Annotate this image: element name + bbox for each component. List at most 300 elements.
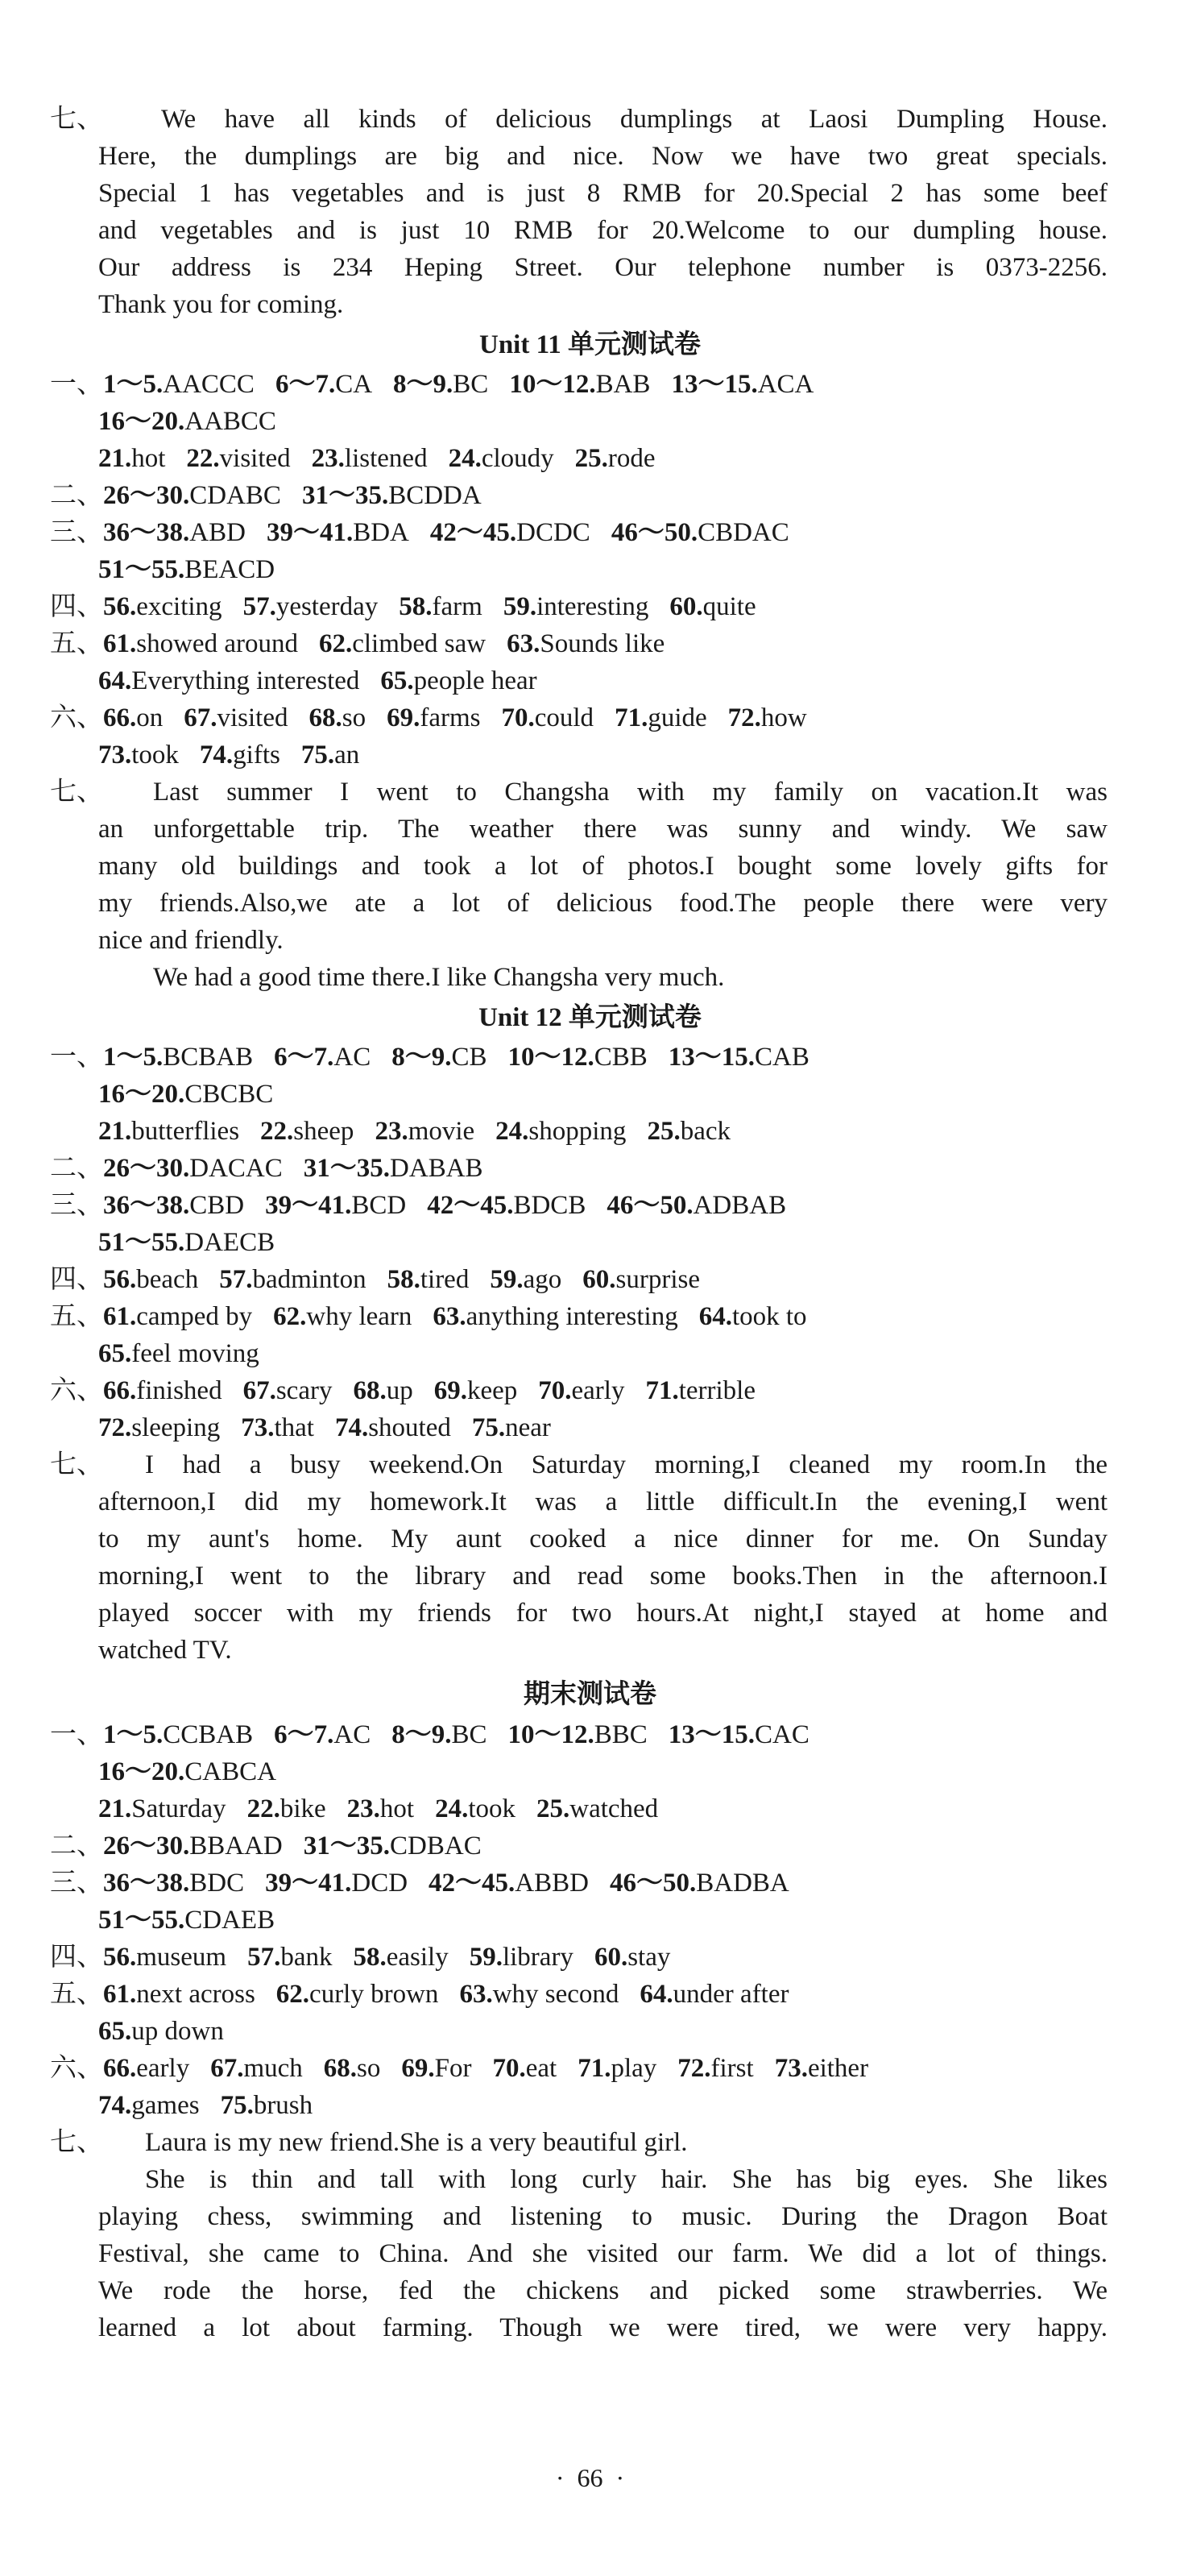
essay-line: morning,I went to the library and read some books.Then in the afternoon.I	[98, 1562, 1108, 1591]
answer: finished	[136, 1376, 222, 1405]
question-number: 58.	[387, 1265, 420, 1294]
section-mark: 五、	[50, 1980, 103, 2009]
unit11-row-5b	[98, 665, 537, 697]
section-mark: 二、	[50, 1154, 103, 1183]
answer: CAB	[755, 1043, 809, 1072]
essay-line: played soccer with my friends for two hours.At night,I stayed at home and	[98, 1599, 1108, 1628]
answer: stay	[627, 1943, 671, 1972]
answer: interesting	[536, 592, 649, 621]
question-number: 16～20.	[98, 1080, 185, 1109]
question-number: 68.	[353, 1376, 387, 1405]
question-number: 6～7.	[274, 1720, 334, 1749]
final-row-6	[50, 2052, 868, 2084]
final-row-3	[50, 1867, 789, 1899]
answer: took	[131, 740, 179, 769]
answer: badminton	[252, 1265, 366, 1294]
bullet-dot: ·	[555, 2463, 578, 2492]
question-number: 69.	[401, 2054, 435, 2083]
answer: BBAAD	[189, 1831, 283, 1860]
section-mark: 五、	[50, 629, 103, 658]
answer: took to	[731, 1302, 807, 1331]
answer: DABAB	[390, 1154, 483, 1183]
answer: CDABC	[189, 481, 281, 510]
essay-line: playing chess, swimming and listening to music. During the Dragon Boat	[98, 2202, 1108, 2231]
answer: BC	[453, 370, 489, 399]
question-number: 74.	[334, 1413, 369, 1442]
question-number: 68.	[323, 2054, 358, 2083]
unit11-row-1c	[98, 442, 656, 475]
question-number: 67.	[242, 1376, 276, 1405]
question-number: 42～45.	[429, 518, 517, 547]
answer: CCBAB	[163, 1720, 254, 1749]
unit12-row-6b	[98, 1412, 551, 1444]
question-number: 61.	[103, 1302, 137, 1331]
question-number: 75.	[300, 740, 335, 769]
answer: Everything interested	[131, 666, 360, 695]
section-mark: 六、	[50, 2054, 103, 2083]
unit12-row-1	[50, 1041, 809, 1073]
question-number: 75.	[220, 2091, 254, 2120]
question-number: 36～38.	[103, 1191, 190, 1220]
essay-line: nice and friendly.	[98, 926, 284, 955]
question-number: 70.	[538, 1376, 572, 1405]
answer: that	[274, 1413, 314, 1442]
answer: hot	[379, 1794, 415, 1823]
answer: tired	[420, 1265, 470, 1294]
answer: BADBA	[696, 1869, 789, 1898]
question-number: 46～50.	[611, 518, 698, 547]
essay-line: learned a lot about farming. Though we were tired, we were very happy.	[98, 2313, 1108, 2342]
question-number: 22.	[246, 1794, 280, 1823]
unit12-row-3b	[98, 1226, 275, 1259]
question-number: 24.	[495, 1117, 529, 1146]
question-number: 72.	[727, 703, 761, 732]
answer: up down	[131, 2017, 224, 2046]
answer: DACAC	[189, 1154, 283, 1183]
answer: quite	[702, 592, 756, 621]
question-number: 71.	[578, 2054, 611, 2083]
final-row-2	[50, 1830, 482, 1862]
question-number: 59.	[490, 1265, 524, 1294]
question-number: 39～41.	[265, 1191, 352, 1220]
question-number: 57.	[247, 1943, 281, 1972]
question-number: 60.	[594, 1943, 628, 1972]
question-number: 8～9.	[391, 1720, 452, 1749]
essay-line: afternoon,I did my homework.It was a little difficult.In the evening,I went	[98, 1487, 1108, 1516]
question-number: 64.	[698, 1302, 732, 1331]
answer: up	[386, 1376, 413, 1405]
unit11-row-1	[50, 368, 814, 400]
question-number: 42～45.	[429, 1869, 515, 1898]
answer: museum	[136, 1943, 227, 1972]
question-number: 25.	[574, 444, 608, 473]
answer: BCBAB	[163, 1043, 254, 1072]
section-mark: 三、	[50, 518, 103, 547]
question-number: 6～7.	[274, 1043, 334, 1072]
question-number: 39～41.	[266, 518, 354, 547]
section-mark: 四、	[50, 1943, 103, 1972]
section-seven-mark: 七、	[50, 2128, 103, 2157]
unit12-row-6	[50, 1375, 756, 1407]
answer: back	[680, 1117, 731, 1146]
answer: an	[334, 740, 360, 769]
question-number: 73.	[774, 2054, 808, 2083]
answer: brush	[253, 2091, 313, 2120]
bullet-dot: ·	[602, 2463, 625, 2492]
essay-line: I had a busy weekend.On Saturday morning,I cleaned my room.In the	[145, 1450, 1108, 1479]
question-number: 22.	[260, 1117, 294, 1146]
answer: library	[502, 1943, 573, 1972]
question-number: 66.	[103, 703, 137, 732]
essay-line: Laura is my new friend.She is a very beautiful girl.	[145, 2128, 688, 2157]
page-number-value: 66	[577, 2463, 603, 2492]
answer: AACCC	[163, 370, 255, 399]
question-number: 62.	[318, 629, 353, 658]
answer: AC	[333, 1043, 371, 1072]
question-number: 25.	[536, 1794, 570, 1823]
final-row-5	[50, 1978, 789, 2010]
answer: surprise	[615, 1265, 700, 1294]
question-number: 69.	[387, 703, 420, 732]
answer: bank	[280, 1943, 333, 1972]
answer: watched	[569, 1794, 659, 1823]
essay-line: my friends.Also,we ate a lot of delicious food.The people there were very	[98, 889, 1108, 918]
answer: gifts	[233, 740, 280, 769]
question-number: 36～38.	[103, 518, 190, 547]
question-number: 16～20.	[98, 407, 185, 436]
answer: why learn	[306, 1302, 412, 1331]
essay-line: to my aunt's home. My aunt cooked a nice dinner for me. On Sunday	[98, 1524, 1108, 1553]
answer: BCDDA	[388, 481, 482, 510]
question-number: 25.	[647, 1117, 681, 1146]
answer: guide	[648, 703, 707, 732]
question-number: 64.	[98, 666, 132, 695]
final-row-3b	[98, 1904, 275, 1936]
answer: exciting	[136, 592, 222, 621]
question-number: 62.	[275, 1980, 310, 2009]
question-number: 21.	[98, 1794, 132, 1823]
answer: BDCB	[513, 1191, 586, 1220]
unit12-row-1c	[98, 1115, 731, 1147]
question-number: 57.	[242, 592, 276, 621]
section-mark: 五、	[50, 1302, 103, 1331]
question-number: 69.	[433, 1376, 467, 1405]
answer: AABCC	[184, 407, 276, 436]
question-number: 10～12.	[507, 1043, 594, 1072]
section-mark: 四、	[50, 592, 103, 621]
question-number: 13～15.	[671, 370, 758, 399]
final-row-4	[50, 1941, 670, 1973]
answer: DAECB	[184, 1228, 275, 1257]
answer: BC	[451, 1720, 487, 1749]
question-number: 58.	[353, 1943, 387, 1972]
question-number: 16～20.	[98, 1757, 185, 1786]
section-mark: 三、	[50, 1869, 103, 1898]
section-mark: 四、	[50, 1265, 103, 1294]
question-number: 46～50.	[607, 1191, 694, 1220]
answer: easily	[386, 1943, 449, 1972]
answer: CBB	[594, 1043, 648, 1072]
question-number: 13～15.	[668, 1720, 756, 1749]
answer: visited	[219, 444, 291, 473]
unit11-title: Unit 11 单元测试卷	[478, 330, 702, 359]
unit11-row-3b	[98, 554, 275, 586]
question-number: 31～35.	[303, 1154, 391, 1183]
answer: yesterday	[275, 592, 379, 621]
answer: cloudy	[481, 444, 554, 473]
answer: BDA	[353, 518, 409, 547]
question-number: 65.	[380, 666, 414, 695]
question-number: 66.	[103, 2054, 137, 2083]
question-number: 42～45.	[427, 1191, 514, 1220]
answer: next across	[136, 1980, 255, 2009]
final-row-5b	[98, 2015, 224, 2047]
answer: CB	[451, 1043, 487, 1072]
question-number: 1～5.	[103, 370, 164, 399]
answer: CDBAC	[390, 1831, 482, 1860]
question-number: 10～12.	[509, 370, 596, 399]
question-number: 23.	[375, 1117, 408, 1146]
unit12-row-5	[50, 1300, 807, 1333]
essay-line: We had a good time there.I like Changsha very much.	[153, 963, 725, 992]
answer: visited	[217, 703, 288, 732]
essay-line: She is thin and tall with long curly hair. She has big eyes. She likes	[145, 2165, 1108, 2194]
answer: could	[534, 703, 594, 732]
answer: anything interesting	[466, 1302, 678, 1331]
question-number: 26～30.	[103, 1154, 190, 1183]
answer: on	[136, 703, 164, 732]
answer: first	[710, 2054, 754, 2083]
question-number: 70.	[492, 2054, 526, 2083]
answer: BDC	[189, 1869, 245, 1898]
question-number: 64.	[640, 1980, 673, 2009]
answer: ABD	[189, 518, 246, 547]
question-number: 57.	[219, 1265, 253, 1294]
question-number: 51～55.	[98, 1228, 185, 1257]
answer: BEACD	[184, 555, 275, 584]
answer: bike	[279, 1794, 326, 1823]
section-mark: 六、	[50, 703, 103, 732]
section-seven-mark: 七、	[50, 105, 103, 134]
question-number: 51～55.	[98, 555, 185, 584]
question-number: 31～35.	[301, 481, 389, 510]
question-number: 61.	[103, 629, 137, 658]
question-number: 60.	[582, 1265, 616, 1294]
section-mark: 二、	[50, 1831, 103, 1860]
unit11-row-1b	[98, 405, 276, 438]
answer: sleeping	[131, 1413, 221, 1442]
answer: CAC	[755, 1720, 809, 1749]
answer: CA	[335, 370, 373, 399]
question-number: 67.	[184, 703, 217, 732]
answer: ADBAB	[693, 1191, 787, 1220]
question-number: 73.	[98, 740, 132, 769]
essay-line: We rode the horse, fed the chickens and picked some strawberries. We	[98, 2276, 1108, 2305]
answer: hot	[131, 444, 166, 473]
answer: shouted	[368, 1413, 451, 1442]
answer: showed around	[136, 629, 298, 658]
question-number: 8～9.	[391, 1043, 452, 1072]
answer: beach	[136, 1265, 199, 1294]
answer: feel moving	[131, 1339, 259, 1368]
question-number: 63.	[459, 1980, 493, 2009]
question-number: 22.	[186, 444, 220, 473]
question-number: 71.	[615, 703, 648, 732]
unit11-row-6	[50, 702, 807, 734]
unit12-title: Unit 12 单元测试卷	[478, 1003, 702, 1032]
final-test-title: 期末测试卷	[524, 1680, 656, 1709]
unit11-row-2	[50, 479, 482, 512]
question-number: 39～41.	[265, 1869, 352, 1898]
answer: how	[760, 703, 807, 732]
answer: early	[136, 2054, 190, 2083]
question-number: 10～12.	[507, 1720, 594, 1749]
section-seven-mark: 七、	[50, 778, 103, 807]
answer: games	[131, 2091, 200, 2120]
question-number: 23.	[346, 1794, 380, 1823]
unit12-row-2	[50, 1152, 483, 1184]
question-number: 75.	[471, 1413, 506, 1442]
answer: shopping	[528, 1117, 627, 1146]
question-number: 24.	[448, 444, 482, 473]
question-number: 13～15.	[668, 1043, 756, 1072]
answer: eat	[525, 2054, 557, 2083]
essay-line: watched TV.	[98, 1636, 232, 1665]
answer: butterflies	[131, 1117, 240, 1146]
answer: ABBD	[515, 1869, 589, 1898]
question-number: 65.	[98, 1339, 132, 1368]
answer: early	[571, 1376, 625, 1405]
question-number: 74.	[98, 2091, 132, 2120]
answer: listened	[344, 444, 428, 473]
unit12-row-3	[50, 1189, 786, 1222]
question-number: 56.	[103, 592, 137, 621]
answer: why second	[492, 1980, 619, 2009]
question-number: 26～30.	[103, 1831, 190, 1860]
answer: so	[357, 2054, 381, 2083]
essay-line: We have all kinds of delicious dumplings at Laosi Dumpling House.	[161, 105, 1108, 134]
page-number	[0, 2462, 1180, 2494]
essay-line: Festival, she came to China. And she visited our farm. We did a lot of things.	[98, 2239, 1108, 2268]
answer: farm	[432, 592, 482, 621]
section-mark: 三、	[50, 1191, 103, 1220]
unit12-row-1b	[98, 1078, 273, 1110]
question-number: 1～5.	[103, 1043, 164, 1072]
essay-line: Thank you for coming.	[98, 290, 344, 319]
essay-line: Our address is 234 Heping Street. Our telephone number is 0373-2256.	[98, 253, 1108, 282]
answer: near	[505, 1413, 551, 1442]
question-number: 26～30.	[103, 481, 190, 510]
answer: ago	[523, 1265, 562, 1294]
answer: terrible	[678, 1376, 756, 1405]
question-number: 65.	[98, 2017, 132, 2046]
question-number: 72.	[98, 1413, 132, 1442]
question-number: 73.	[241, 1413, 275, 1442]
section-mark: 一、	[50, 1043, 103, 1072]
answer: play	[611, 2054, 657, 2083]
answer: For	[434, 2054, 472, 2083]
unit11-row-3	[50, 516, 789, 549]
question-number: 8～9.	[393, 370, 453, 399]
question-number: 31～35.	[303, 1831, 391, 1860]
answer: CBD	[189, 1191, 245, 1220]
unit12-row-4	[50, 1263, 700, 1296]
answer: took	[468, 1794, 515, 1823]
question-number: 74.	[199, 740, 234, 769]
question-number: 58.	[399, 592, 433, 621]
question-number: 71.	[645, 1376, 679, 1405]
question-number: 46～50.	[609, 1869, 697, 1898]
answer: rode	[607, 444, 656, 473]
answer: DCDC	[516, 518, 590, 547]
question-number: 67.	[210, 2054, 244, 2083]
answer: farms	[420, 703, 481, 732]
question-number: 23.	[311, 444, 345, 473]
answer: BAB	[595, 370, 651, 399]
essay-line: Here, the dumplings are big and nice. Now we have two great specials.	[98, 142, 1108, 171]
question-number: 1～5.	[103, 1720, 164, 1749]
answer: much	[243, 2054, 303, 2083]
answer: BBC	[594, 1720, 648, 1749]
answer: Saturday	[131, 1794, 226, 1823]
answer: sheep	[293, 1117, 354, 1146]
answer: AC	[333, 1720, 371, 1749]
answer: climbed saw	[352, 629, 486, 658]
answer: Sounds like	[540, 629, 665, 658]
section-mark: 六、	[50, 1376, 103, 1405]
question-number: 60.	[669, 592, 703, 621]
unit11-row-6b	[98, 739, 359, 771]
question-number: 6～7.	[275, 370, 336, 399]
answer: people hear	[413, 666, 537, 695]
answer: DCD	[351, 1869, 408, 1898]
answer: CABCA	[184, 1757, 276, 1786]
answer: ACA	[757, 370, 814, 399]
question-number: 66.	[103, 1376, 137, 1405]
question-number: 63.	[433, 1302, 466, 1331]
question-number: 51～55.	[98, 1906, 185, 1935]
answer: movie	[408, 1117, 475, 1146]
essay-line: and vegetables and is just 10 RMB for 20.Welcome to our dumpling house.	[98, 216, 1108, 245]
question-number: 59.	[469, 1943, 503, 1972]
question-number: 63.	[507, 629, 540, 658]
question-number: 61.	[103, 1980, 137, 2009]
final-row-1c	[98, 1793, 658, 1825]
question-number: 59.	[503, 592, 537, 621]
section-mark: 二、	[50, 481, 103, 510]
answer: CBCBC	[184, 1080, 274, 1109]
question-number: 24.	[435, 1794, 469, 1823]
section-seven-mark: 七、	[50, 1450, 103, 1479]
essay-line: Last summer I went to Changsha with my family on vacation.It was	[153, 778, 1108, 807]
answer: CBDAC	[698, 518, 789, 547]
question-number: 56.	[103, 1943, 137, 1972]
answer: under after	[673, 1980, 789, 2009]
question-number: 70.	[501, 703, 535, 732]
question-number: 56.	[103, 1265, 137, 1294]
essay-line: Special 1 has vegetables and is just 8 RMB for 20.Special 2 has some beef	[98, 179, 1108, 208]
section-mark: 一、	[50, 370, 103, 399]
unit11-row-4	[50, 591, 756, 623]
answer: BCD	[351, 1191, 407, 1220]
answer: keep	[466, 1376, 518, 1405]
unit11-row-5	[50, 628, 665, 660]
final-row-1	[50, 1719, 809, 1751]
final-row-1b	[98, 1756, 276, 1788]
essay-line: many old buildings and took a lot of photos.I bought some lovely gifts for	[98, 852, 1108, 881]
answer: CDAEB	[184, 1906, 275, 1935]
question-number: 36～38.	[103, 1869, 190, 1898]
